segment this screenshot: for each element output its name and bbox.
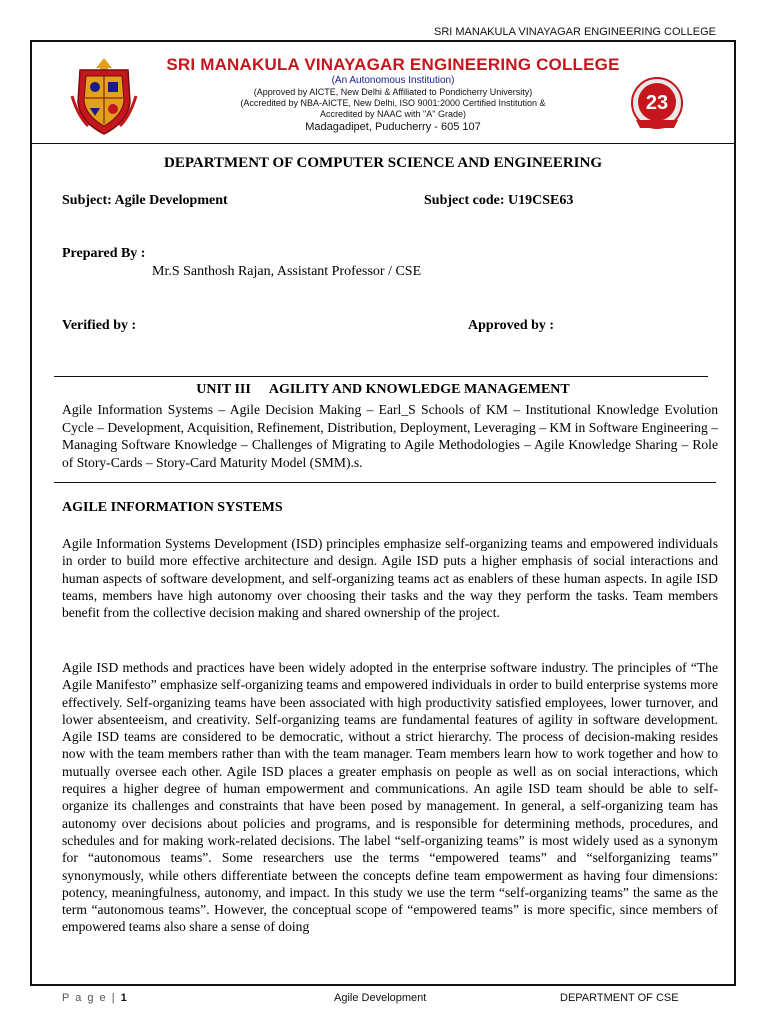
verified-by-label: Verified by : [62,318,137,333]
section-heading: AGILE INFORMATION SYSTEMS [62,500,283,515]
department-title: DEPARTMENT OF COMPUTER SCIENCE AND ENGINEERING [164,155,602,171]
paragraph: Agile Information Systems Development (ISD) principles emphasize self-organizing teams and empowered individuals in order to build more effective architecture and design. Agile ISD puts a higher emphasis of social interactions and human aspects of software development, and self-organizing teams act as enablers of these human aspects. In agile ISD teams, members have high autonomy over choosing their tasks and the way they perform the tasks. Team members benefit from the collective decision making and shared ownership of the project. [62,536,718,621]
unit-top-divider [54,376,708,377]
badge-number: 23 [645,92,669,114]
approval-line: (Approved by AICTE, New Delhi & Affiliated to Pondicherry University) [253,87,533,97]
page-number: 1 [120,992,127,1004]
unit-number: UNIT III [196,382,251,397]
college-name: SRI MANAKULA VINAYAGAR ENGINEERING COLLEGE [166,55,620,74]
unit-title: AGILITY AND KNOWLEDGE MANAGEMENT [268,382,570,397]
letterhead-divider [32,143,734,144]
unit-heading [32,382,734,398]
subject-code-label: Subject code: U19CSE63 [424,193,574,208]
letterhead [32,42,734,142]
prepared-by-name: Mr.S Santhosh Rajan, Assistant Professor / CSE [152,264,422,279]
accreditation-line-1: (Accredited by NBA-AICTE, New Delhi, ISO 9001:2000 Certified Institution & [240,98,546,108]
page-indicator [62,992,127,1004]
autonomous-status: (An Autonomous Institution) [331,75,455,86]
unit-bottom-divider [54,482,716,483]
unit-syllabus: Agile Information Systems – Agile Decision Making – Earl_S Schools of KM – Institutional Knowledge Evolution Cycle – Development, Acquisition, Refinement, Distribution, Deployment, Leveraging – KM in Software Engineering – Managing Software Knowledge – Challenges of Migrating to Agile Methodologies – Agile Knowledge Sharing – Role of Story-Cards – Story-Card Maturity Model (SMM).s. [62,402,718,470]
college-address: Madagadipet, Puducherry - 605 107 [305,121,481,133]
footer-subject: Agile Development [334,992,427,1004]
college-logo-icon [68,56,140,136]
approved-by-label: Approved by : [468,318,555,333]
footer-department: DEPARTMENT OF CSE [560,992,679,1004]
subject-label: Subject: Agile Development [62,193,228,208]
running-header: SRI MANAKULA VINAYAGAR ENGINEERING COLLEGE [434,26,716,38]
paragraph: Agile ISD methods and practices have been widely adopted in the enterprise software industry. The principles of “The Agile Manifesto” emphasize self-organizing teams and empowered individuals in order to build enterprise systems more effectively. Self-organizing teams have been associated with high productivity satisfied employees, lower turnover, and lower absenteeism, and creativity. Self-organizing teams are fundamental features of agility in software development. Agile ISD teams are considered to be democratic, without a strict hierarchy. The process of decision-making resides now with the team members rather than with the team manager. Team members learn how to work together and how to mutually oversee each other. Agile ISD places a greater emphasis on people as well as on social interactions, which requires a higher degree of human empowerment and communications. An agile ISD team should be able to self-organize its challenges and constraints that have been posed by management. In general, a self-organizing team has autonomy over decisions about policies and programs, and is responsible for determining methods, procedures, and schedules and for making work-related decisions. The label “self-organizing teams” is most widely used as a synonym for “autonomous teams”. Some researchers use the terms “empowered teams” and “selforganizing teams” synonymously, while others differentiate between the concepts define team empowerment as having four dimensions: potency, meaningfulness, autonomy, and impact. In this study we use the term “self-organizing teams” the same as the term “autonomous teams”. However, the conceptual scope of “empowered teams” is more specific, since members of empowered teams also share a sense of doing [62,660,718,935]
accreditation-line-2: Accredited by NAAC with "A" Grade) [320,109,466,119]
anniversary-badge-icon [628,76,686,134]
prepared-by-label: Prepared By : [62,246,146,261]
page-label: P a g e | [62,992,117,1004]
page-footer [0,992,768,1008]
page-border [30,40,736,986]
